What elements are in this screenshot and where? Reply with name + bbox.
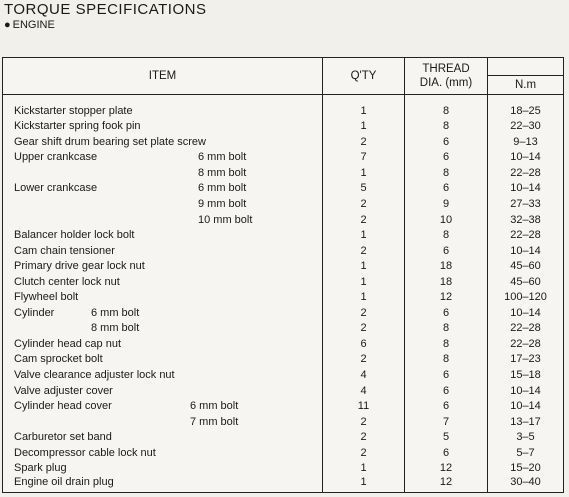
item-name: Cam sprocket bolt bbox=[14, 353, 103, 366]
cell-item bbox=[3, 414, 323, 430]
cell-nm: 27–33 bbox=[488, 196, 564, 212]
cell-item bbox=[3, 476, 323, 492]
table-header-row bbox=[3, 58, 564, 95]
cell-qty: 1 bbox=[323, 476, 405, 492]
item-name: Lower crankcase bbox=[14, 182, 98, 195]
item-name: Gear shift drum bearing set plate screw bbox=[14, 135, 206, 148]
cell-qty: 4 bbox=[323, 367, 405, 383]
table-row bbox=[3, 367, 564, 383]
item-sub-spec: 8 mm bolt bbox=[91, 322, 140, 335]
cell-thread: 6 bbox=[405, 383, 488, 399]
cell-nm: 22–30 bbox=[488, 118, 564, 134]
cell-nm: 10–14 bbox=[488, 150, 564, 166]
cell-thread: 12 bbox=[405, 289, 488, 305]
column-header-item: ITEM bbox=[3, 58, 323, 95]
item-name: Spark plug bbox=[14, 462, 67, 475]
item-name: Kickstarter spring fook pin bbox=[14, 120, 141, 133]
item-sub-spec: 6 mm bolt bbox=[198, 151, 247, 164]
page-title: TORQUE SPECIFICATIONS bbox=[4, 1, 207, 18]
cell-qty: 1 bbox=[323, 118, 405, 134]
item-sub-spec: 8 mm bolt bbox=[198, 166, 247, 179]
column-header-thread-label: THREAD DIA. (mm) bbox=[419, 63, 473, 89]
cell-qty: 2 bbox=[323, 305, 405, 321]
cell-nm: 10–14 bbox=[488, 181, 564, 197]
table-row bbox=[3, 414, 564, 430]
item-name: Cam chain tensioner bbox=[14, 244, 115, 257]
table-row bbox=[3, 305, 564, 321]
cell-item bbox=[3, 461, 323, 477]
cell-qty: 1 bbox=[323, 227, 405, 243]
table-row bbox=[3, 181, 564, 197]
table-row bbox=[3, 352, 564, 368]
cell-item bbox=[3, 181, 323, 197]
table-row bbox=[3, 165, 564, 181]
cell-thread: 5 bbox=[405, 429, 488, 445]
cell-qty: 2 bbox=[323, 414, 405, 430]
item-name: Upper crankcase bbox=[14, 151, 98, 164]
item-sub-spec: 6 mm bolt bbox=[190, 400, 239, 413]
cell-nm: 10–14 bbox=[488, 243, 564, 259]
cell-item bbox=[3, 321, 323, 337]
cell-thread: 6 bbox=[405, 367, 488, 383]
column-header-thread bbox=[405, 58, 488, 95]
table-row bbox=[3, 196, 564, 212]
cell-item bbox=[3, 445, 323, 461]
table-row bbox=[3, 336, 564, 352]
cell-thread: 8 bbox=[405, 321, 488, 337]
cell-item bbox=[3, 243, 323, 259]
cell-qty: 1 bbox=[323, 461, 405, 477]
cell-nm: 22–28 bbox=[488, 321, 564, 337]
section-label: ENGINE bbox=[12, 19, 55, 31]
cell-thread: 18 bbox=[405, 274, 488, 290]
cell-thread: 12 bbox=[405, 476, 488, 492]
item-name: Valve clearance adjuster lock nut bbox=[14, 368, 175, 381]
cell-qty: 1 bbox=[323, 274, 405, 290]
cell-qty: 2 bbox=[323, 134, 405, 150]
item-sub-spec: 6 mm bolt bbox=[198, 182, 247, 195]
cell-nm: 3–5 bbox=[488, 429, 564, 445]
item-name: Cylinder head cover bbox=[14, 400, 112, 413]
table-row bbox=[3, 227, 564, 243]
cell-nm: 5–7 bbox=[488, 445, 564, 461]
cell-item bbox=[3, 165, 323, 181]
item-name: Cylinder bbox=[14, 306, 55, 319]
table-row bbox=[3, 289, 564, 305]
item-name: Engine oil drain plug bbox=[14, 476, 114, 489]
cell-nm: 45–60 bbox=[488, 274, 564, 290]
cell-qty: 1 bbox=[323, 258, 405, 274]
cell-qty: 2 bbox=[323, 352, 405, 368]
cell-nm: 15–18 bbox=[488, 367, 564, 383]
item-name: Primary drive gear lock nut bbox=[14, 260, 145, 273]
cell-qty: 2 bbox=[323, 321, 405, 337]
cell-qty: 7 bbox=[323, 150, 405, 166]
cell-thread: 8 bbox=[405, 336, 488, 352]
cell-thread: 6 bbox=[405, 305, 488, 321]
cell-qty: 2 bbox=[323, 196, 405, 212]
cell-nm: 18–25 bbox=[488, 103, 564, 119]
cell-item bbox=[3, 429, 323, 445]
cell-thread: 18 bbox=[405, 258, 488, 274]
section-title bbox=[4, 19, 55, 31]
column-header-nm bbox=[488, 58, 564, 95]
cell-item bbox=[3, 103, 323, 119]
cell-item bbox=[3, 305, 323, 321]
cell-nm: 15–20 bbox=[488, 461, 564, 477]
item-name: Clutch center lock nut bbox=[14, 275, 120, 288]
item-sub-spec: 6 mm bolt bbox=[91, 306, 140, 319]
cell-nm: 13–17 bbox=[488, 414, 564, 430]
cell-qty: 5 bbox=[323, 181, 405, 197]
cell-nm: 17–23 bbox=[488, 352, 564, 368]
cell-thread: 6 bbox=[405, 181, 488, 197]
spacer-row bbox=[3, 95, 564, 103]
cell-nm: 10–14 bbox=[488, 383, 564, 399]
item-name: Balancer holder lock bolt bbox=[14, 229, 135, 242]
cell-item bbox=[3, 383, 323, 399]
table-row bbox=[3, 476, 564, 492]
bullet-icon: ● bbox=[4, 19, 11, 31]
cell-qty: 6 bbox=[323, 336, 405, 352]
cell-thread: 8 bbox=[405, 103, 488, 119]
cell-nm: 10–14 bbox=[488, 398, 564, 414]
cell-thread: 10 bbox=[405, 212, 488, 228]
cell-qty: 11 bbox=[323, 398, 405, 414]
cell-thread: 6 bbox=[405, 445, 488, 461]
item-name: Kickstarter stopper plate bbox=[14, 104, 133, 117]
cell-qty: 2 bbox=[323, 212, 405, 228]
cell-thread: 6 bbox=[405, 398, 488, 414]
table-row bbox=[3, 150, 564, 166]
item-name: Carburetor set band bbox=[14, 431, 112, 444]
cell-qty: 1 bbox=[323, 289, 405, 305]
cell-item bbox=[3, 118, 323, 134]
cell-thread: 6 bbox=[405, 150, 488, 166]
table-row bbox=[3, 243, 564, 259]
cell-thread: 9 bbox=[405, 196, 488, 212]
cell-item bbox=[3, 258, 323, 274]
cell-nm: 30–40 bbox=[488, 476, 564, 492]
table-row bbox=[3, 398, 564, 414]
cell-thread: 8 bbox=[405, 118, 488, 134]
table-row bbox=[3, 103, 564, 119]
cell-item bbox=[3, 289, 323, 305]
cell-thread: 6 bbox=[405, 134, 488, 150]
table-row bbox=[3, 134, 564, 150]
cell-thread: 8 bbox=[405, 352, 488, 368]
cell-item bbox=[3, 134, 323, 150]
cell-qty: 2 bbox=[323, 429, 405, 445]
table-row bbox=[3, 258, 564, 274]
cell-nm: 32–38 bbox=[488, 212, 564, 228]
table-row bbox=[3, 212, 564, 228]
column-header-nm-label: N.m bbox=[488, 75, 563, 94]
table-row bbox=[3, 383, 564, 399]
cell-thread: 8 bbox=[405, 165, 488, 181]
table-body bbox=[3, 95, 564, 493]
table-row bbox=[3, 118, 564, 134]
cell-qty: 1 bbox=[323, 103, 405, 119]
cell-thread: 7 bbox=[405, 414, 488, 430]
table-row bbox=[3, 429, 564, 445]
item-name: Flywheel bolt bbox=[14, 291, 79, 304]
cell-nm: 22–28 bbox=[488, 227, 564, 243]
column-header-qty: Q'TY bbox=[323, 58, 405, 95]
cell-nm: 100–120 bbox=[488, 289, 564, 305]
cell-item bbox=[3, 227, 323, 243]
cell-item bbox=[3, 274, 323, 290]
table-row bbox=[3, 321, 564, 337]
item-name: Valve adjuster cover bbox=[14, 384, 113, 397]
cell-thread: 12 bbox=[405, 461, 488, 477]
cell-item bbox=[3, 196, 323, 212]
item-name: Decompressor cable lock nut bbox=[14, 446, 156, 459]
cell-item bbox=[3, 352, 323, 368]
cell-qty: 2 bbox=[323, 445, 405, 461]
item-sub-spec: 9 mm bolt bbox=[198, 197, 247, 210]
cell-item bbox=[3, 150, 323, 166]
cell-nm: 45–60 bbox=[488, 258, 564, 274]
item-sub-spec: 10 mm bolt bbox=[198, 213, 253, 226]
cell-item bbox=[3, 398, 323, 414]
table-row bbox=[3, 461, 564, 477]
cell-nm: 22–28 bbox=[488, 336, 564, 352]
cell-nm: 22–28 bbox=[488, 165, 564, 181]
torque-spec-table bbox=[2, 57, 564, 493]
item-sub-spec: 7 mm bolt bbox=[190, 415, 239, 428]
cell-qty: 4 bbox=[323, 383, 405, 399]
cell-nm: 9–13 bbox=[488, 134, 564, 150]
cell-item bbox=[3, 367, 323, 383]
cell-thread: 6 bbox=[405, 243, 488, 259]
cell-item bbox=[3, 336, 323, 352]
cell-qty: 2 bbox=[323, 243, 405, 259]
cell-item bbox=[3, 212, 323, 228]
table-row bbox=[3, 274, 564, 290]
cell-nm: 10–14 bbox=[488, 305, 564, 321]
cell-qty: 1 bbox=[323, 165, 405, 181]
table-row bbox=[3, 445, 564, 461]
item-name: Cylinder head cap nut bbox=[14, 337, 122, 350]
cell-thread: 8 bbox=[405, 227, 488, 243]
